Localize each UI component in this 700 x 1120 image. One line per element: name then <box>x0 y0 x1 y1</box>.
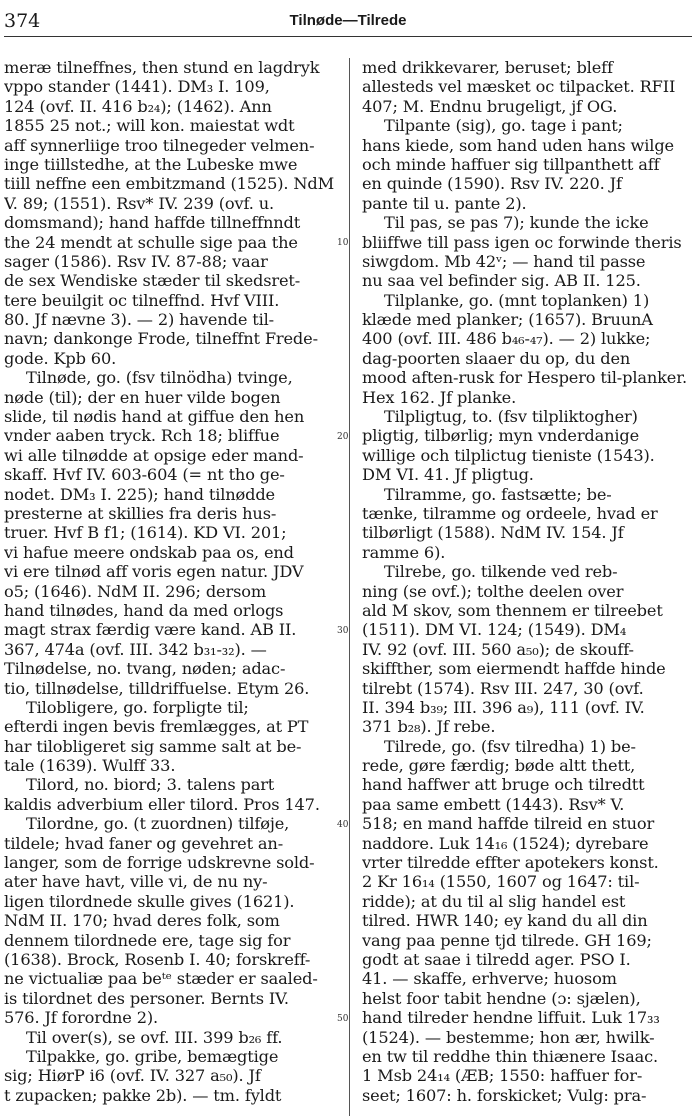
text-line: tilbørligt (1588). NdM IV. 154. Jf <box>362 523 624 543</box>
line-number: 20 <box>337 431 349 442</box>
text-line: (1511). DM VI. 124; (1549). DM₄ <box>362 620 627 640</box>
text-line: 1 Msb 24₁₄ (ÆB; 1550: haffuer for- <box>362 1066 643 1086</box>
text-line: Tilnøde, go. (fsv tilnödha) tvinge, <box>26 368 293 388</box>
text-line: nodet. DM₃ I. 225); hand tilnødde <box>4 484 275 504</box>
text-line: presterne at skillies fra deris hus- <box>4 503 277 523</box>
text-line: vnder aaben tryck. Rch 18; bliffue <box>4 426 280 446</box>
text-line: ramme 6). <box>362 542 446 562</box>
text-line: seet; 1607: h. forskicket; Vulg: pra- <box>362 1085 647 1105</box>
text-line: domsmand); hand haffde tillneffnndt <box>4 213 301 233</box>
text-line: t zupacken; pakke 2b). — tm. fyldt <box>4 1085 282 1105</box>
text-line: magt strax færdig være kand. AB II. <box>4 620 297 640</box>
text-line: truer. Hvf B f1; (1614). KD VI. 201; <box>4 523 287 543</box>
text-line: o5; (1646). NdM II. 296; dersom <box>4 581 267 601</box>
text-line: tiill neffne een embitzmand (1525). NdM <box>4 174 335 194</box>
text-line: en quinde (1590). Rsv IV. 220. Jf <box>362 174 622 194</box>
text-line: Tilpligtug, to. (fsv tilpliktogher) <box>384 407 638 427</box>
text-line: vi ere tilnød aff voris egen natur. JDV <box>4 562 304 582</box>
text-line: tilrebt (1574). Rsv III. 247, 30 (ovf. <box>362 678 644 698</box>
text-line: efterdi ingen bevis fremlægges, at PT <box>4 717 309 737</box>
text-line: Tilordne, go. (t zuordnen) tilføje, <box>26 814 290 834</box>
text-line: pante til u. pante 2). <box>362 193 527 213</box>
text-line: sig; HiørP i6 (ovf. IV. 327 a₅₀). Jf <box>4 1066 261 1086</box>
text-line: hans kiede, som hand uden hans wilge <box>362 135 674 155</box>
text-line: aff synnerliige troo tilnegeder velmen- <box>4 135 315 155</box>
text-line: tænke, tilramme og ordeele, hvad er <box>362 503 658 523</box>
text-line: willige och tilplictug tieniste (1543). <box>362 445 655 465</box>
text-line: bliiffwe till pass igen oc forwinde theris <box>362 232 682 252</box>
text-line: V. 89; (1551). Rsv* IV. 239 (ovf. u. <box>4 193 275 213</box>
text-line: navn; dankonge Frode, tilneffnt Frede- <box>4 329 318 349</box>
text-line: DM VI. 41. Jf pligtug. <box>362 465 534 485</box>
text-line: kaldis adverbium eller tilord. Pros 147. <box>4 794 320 814</box>
line-number: 40 <box>337 819 349 830</box>
text-line: sager (1586). Rsv IV. 87-88; vaar <box>4 251 268 271</box>
text-line: helst foor tabit hendne (ɔ: sjælen), <box>362 988 641 1008</box>
text-line: Tilrede, go. (fsv tilredha) 1) be- <box>384 736 636 756</box>
text-line: vang paa penne tjd tilrede. GH 169; <box>362 930 652 950</box>
text-line: godt at saae i tilredd ager. PSO I. <box>362 949 631 969</box>
text-line: wi alle tilnødde at opsige eder mand- <box>4 445 304 465</box>
text-line: naddore. Luk 14₁₆ (1524); dyrebare <box>362 833 649 853</box>
text-line: allesteds vel mæsket oc tilpacket. RFII <box>362 77 676 97</box>
line-number: 30 <box>337 625 349 636</box>
text-line: nøde (til); der en huer vilde bogen <box>4 387 281 407</box>
text-line: meræ tilneffnes, then stund en lagdryk <box>4 58 320 77</box>
text-line: (1638). Brock, Rosenb I. 40; forskreff- <box>4 949 311 969</box>
text-line: tere beuilgit oc tilneffnd. Hvf VIII. <box>4 290 280 310</box>
text-line: Til pas, se pas 7); kunde the icke <box>384 213 649 233</box>
text-line: 576. Jf forordne 2). <box>4 1008 159 1028</box>
text-line: tio, tillnødelse, tilldriffuelse. Etym 26. <box>4 678 310 698</box>
text-line: ne victualiæ paa beᵗᵉ stæder er saaled- <box>4 969 318 989</box>
text-line: 407; M. Endnu brugeligt, jf OG. <box>362 96 618 116</box>
text-line: vi hafue meere ondskab paa os, end <box>4 542 294 562</box>
text-line: 124 (ovf. II. 416 b₂₄); (1462). Ann <box>4 96 272 116</box>
text-line: vrter tilredde effter apotekers konst. <box>362 853 659 873</box>
text-line: 80. Jf nævne 3). — 2) havende til- <box>4 310 274 330</box>
text-line: siwgdom. Mb 42ᵛ; — hand til passe <box>362 251 646 271</box>
text-line: 367, 474a (ovf. III. 342 b₃₁-₃₂). — <box>4 639 267 659</box>
line-number: 10 <box>337 237 349 248</box>
text-line: de sex Wendiske stæder til skedsret- <box>4 271 301 291</box>
text-line: ald M skov, som thennem er tilreebet <box>362 600 663 620</box>
text-line: tildele; hvad faner og gevehret an- <box>4 833 284 853</box>
text-line: langer, som de forrige udskrevne sold- <box>4 853 315 873</box>
text-line: skaff. Hvf IV. 603-604 (= nt tho ge- <box>4 465 285 485</box>
text-line: is tilordnet des personer. Bernts IV. <box>4 988 289 1008</box>
header-rule <box>4 36 692 37</box>
text-line: nu saa vel befinder sig. AB II. 125. <box>362 271 641 291</box>
text-line: pligtig, tilbørlig; myn vnderdanige <box>362 426 640 446</box>
text-line: tale (1639). Wulff 33. <box>4 756 176 776</box>
text-line: skiffther, som eiermendt haffde hinde <box>362 659 666 679</box>
text-line: 1855 25 not.; will kon. maiestat wdt <box>4 116 295 136</box>
page-number: 374 <box>4 10 41 32</box>
text-line: the 24 mendt at schulle sige paa the <box>4 232 298 252</box>
text-line: har tilobligeret sig samme salt at be- <box>4 736 302 756</box>
text-line: gode. Kpb 60. <box>4 348 117 368</box>
text-line: II. 394 b₃₉; III. 396 a₉), 111 (ovf. IV. <box>362 697 645 717</box>
text-line: klæde med planker; (1657). BruunA <box>362 310 653 330</box>
text-line: slide, til nødis hand at giffue den hen <box>4 407 305 427</box>
text-line: mood aften-rusk for Hespero til-planker. <box>362 368 688 388</box>
text-line: Tilrebe, go. tilkende ved reb- <box>384 562 618 582</box>
line-number: 50 <box>337 1013 349 1024</box>
text-line: Tilplanke, go. (mnt toplanken) 1) <box>384 290 650 310</box>
text-line: 41. — skaffe, erhverve; huosom <box>362 969 617 989</box>
text-line: inge tiillstedhe, at the Lubeske mwe <box>4 154 298 174</box>
text-line: Tilnødelse, no. tvang, nøden; adac- <box>4 659 286 679</box>
text-line: Hex 162. Jf planke. <box>362 387 517 407</box>
text-line: Til over(s), se ovf. III. 399 b₂₆ ff. <box>26 1027 283 1047</box>
text-line: ater have havt, ville vi, de nu ny- <box>4 872 268 892</box>
right-column <box>362 58 696 1105</box>
text-line: Tilobligere, go. forpligte til; <box>26 697 249 717</box>
text-line: hand tilreder hendne liffuit. Luk 17₃₃ <box>362 1008 660 1028</box>
text-line: 400 (ovf. III. 486 b₄₆-₄₇). — 2) lukke; <box>362 329 651 349</box>
text-line: paa same embett (1443). Rsv* V. <box>362 794 625 814</box>
text-line: ridde); at du til al slig handel est <box>362 891 626 911</box>
text-line: (1524). — bestemme; hon ær, hwilk- <box>362 1027 655 1047</box>
text-line: 518; en mand haffde tilreid en stuor <box>362 814 655 834</box>
text-line: hand tilnødes, hand da med orlogs <box>4 600 284 620</box>
text-line: ning (se ovf.); tolthe deelen over <box>362 581 624 601</box>
text-line: NdM II. 170; hvad deres folk, som <box>4 911 280 931</box>
text-line: dennem tilordnede ere, tage sig for <box>4 930 291 950</box>
text-line: rede, gøre færdig; bøde altt thett, <box>362 756 636 776</box>
page-header <box>4 10 692 36</box>
text-line: ligen tilordnede skulle gives (1621). <box>4 891 295 911</box>
text-line: 371 b₂₈). Jf rebe. <box>362 717 496 737</box>
text-line: Tilpante (sig), go. tage i pant; <box>384 116 623 136</box>
text-line: vppo stander (1441). DM₃ I. 109, <box>4 77 270 97</box>
text-line: Tilord, no. biord; 3. talens part <box>26 775 275 795</box>
running-head: Tilnøde—Tilrede <box>289 12 407 29</box>
text-line: 2 Kr 16₁₄ (1550, 1607 og 1647: til- <box>362 872 640 892</box>
text-line: tilred. HWR 140; ey kand du all din <box>362 911 648 931</box>
text-line: hand haffwer att bruge och tilredtt <box>362 775 645 795</box>
text-line: Tilramme, go. fastsætte; be- <box>384 484 612 504</box>
column-divider <box>349 58 350 1116</box>
text-line: en tw til reddhe thin thiænere Isaac. <box>362 1046 658 1066</box>
text-line: Tilpakke, go. gribe, bemægtige <box>26 1046 279 1066</box>
text-line: med drikkevarer, beruset; bleff <box>362 58 613 77</box>
text-line: dag-poorten slaaer du op, du den <box>362 348 631 368</box>
text-line: IV. 92 (ovf. III. 560 a₅₀); de skouff- <box>362 639 634 659</box>
left-column <box>4 58 338 1105</box>
text-line: och minde haffuer sig tillpanthett aff <box>362 154 660 174</box>
